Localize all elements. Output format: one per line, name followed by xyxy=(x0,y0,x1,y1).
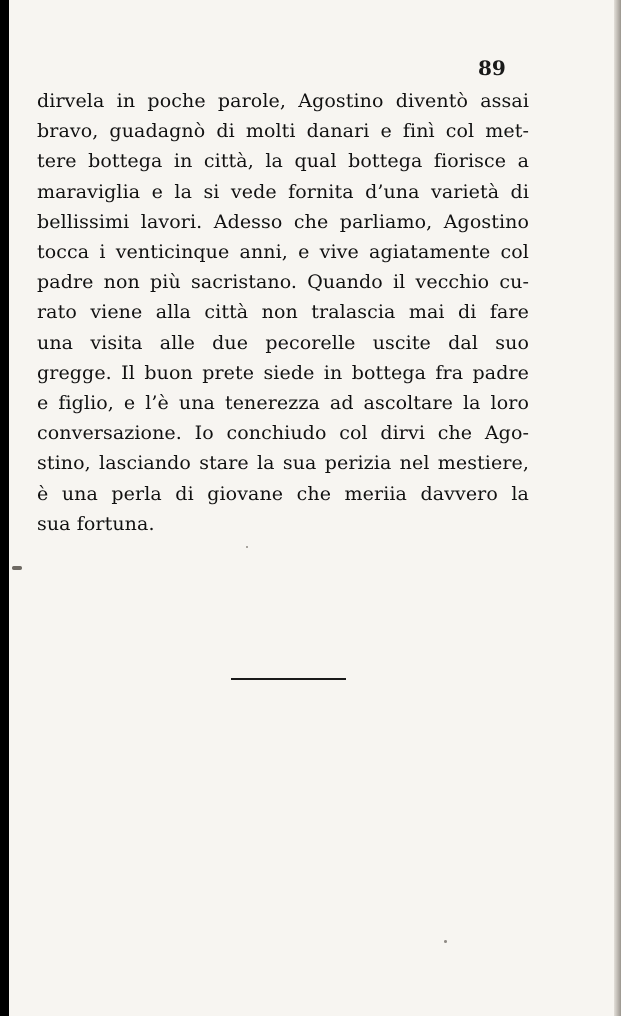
page-binding-edge xyxy=(0,0,9,1016)
text-line: una visita alle due pecorelle uscite dal suo xyxy=(37,331,529,354)
text-line: sua fortuna. xyxy=(37,512,155,535)
text-line: padre non più sacristano. Quando il vecchio cu- xyxy=(37,271,529,294)
bleed-through-texture xyxy=(46,518,566,895)
text-line: maraviglia e la si vede fornita d’una varietà di xyxy=(37,180,529,203)
text-line: gregge. Il buon prete siede in bottega fra padre xyxy=(37,361,529,384)
text-line: tere bottega in città, la qual bottega fiorisce a xyxy=(37,150,529,173)
text-line: dirvela in poche parole, Agostino diventò assai xyxy=(37,90,529,112)
section-divider-rule xyxy=(231,678,346,680)
text-line: e figlio, e l’è una tenerezza ad ascoltare la loro xyxy=(37,392,529,415)
paper-speck xyxy=(444,940,447,943)
margin-ink-mark xyxy=(12,566,22,570)
text-line: conversazione. Io conchiudo col dirvi che Ago- xyxy=(37,422,529,445)
paper-speck xyxy=(246,546,248,548)
page-number: 89 xyxy=(478,56,506,80)
text-line: è una perla di giovane che meriia davvero la xyxy=(37,482,529,505)
text-line: rato viene alla città non tralascia mai di fare xyxy=(37,301,529,324)
text-line: stino, lasciando stare la sua perizia nel mestiere, xyxy=(37,452,529,475)
text-line: bellissimi lavori. Adesso che parliamo, Agostino xyxy=(37,210,529,233)
body-paragraph xyxy=(37,86,529,539)
text-line: bravo, guadagnò di molti danari e finì col met- xyxy=(37,120,529,143)
page-outer-edge xyxy=(614,0,621,1016)
text-line: tocca i venticinque anni, e vive agiatamente col xyxy=(37,241,529,264)
